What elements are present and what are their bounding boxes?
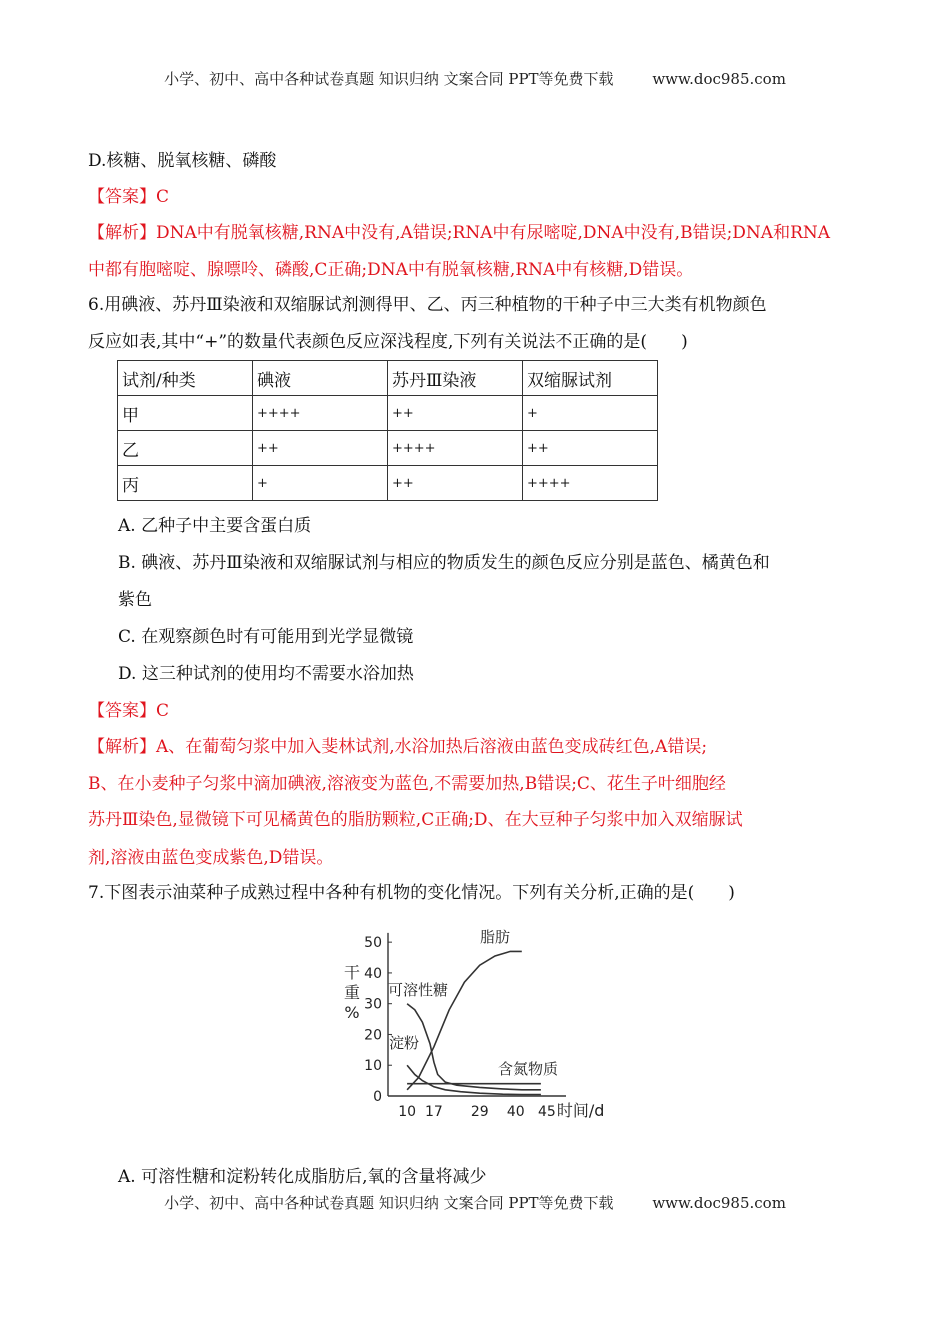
table-header: 试剂/种类 (118, 361, 253, 396)
y-tick-label: 40 (364, 965, 382, 982)
q6-option-b-line-1: B. 碘液、苏丹Ⅲ染液和双缩脲试剂与相应的物质发生的颜色反应分别是蓝色、橘黄色和 (118, 553, 770, 573)
x-tick-label: 29 (470, 1104, 489, 1120)
table-row (118, 431, 658, 466)
table-cell: + (523, 396, 658, 431)
table-cell: + (253, 466, 388, 501)
q7-stem: 7.下图表示油菜种子成熟过程中各种有机物的变化情况。下列有关分析,正确的是( ) (88, 883, 735, 903)
table-cell: ++++ (388, 431, 523, 466)
header-text: 小学、初中、高中各种试卷真题 知识归纳 文案合同 PPT等免费下载 (164, 70, 614, 88)
table-cell: ++++ (523, 466, 658, 501)
y-tick-label: 0 (373, 1089, 382, 1105)
y-tick-label: 30 (364, 996, 382, 1013)
q5-answer: 【答案】C (88, 187, 170, 207)
label-fat: 脂肪 (480, 928, 511, 946)
q6-analysis-tag: 【解析】 (88, 737, 156, 757)
page-header (0, 68, 950, 89)
q6-analysis-text-1: A、在葡萄匀浆中加入斐林试剂,水浴加热后溶液由蓝色变成砖红色,A错误; (156, 737, 708, 757)
footer-text: 小学、初中、高中各种试卷真题 知识归纳 文案合同 PPT等免费下载 (164, 1194, 614, 1212)
q6-analysis-line-4: 剂,溶液由蓝色变成紫色,D错误。 (88, 848, 334, 868)
q6-option-d: D. 这三种试剂的使用均不需要水浴加热 (118, 664, 414, 684)
q6-answer: 【答案】C (88, 701, 170, 721)
y-axis-label-char: % (344, 1003, 360, 1022)
table-cell: ++ (523, 431, 658, 466)
q6-analysis-line-2: B、在小麦种子匀浆中滴加碘液,溶液变为蓝色,不需要加热,B错误;C、花生子叶细胞经 (88, 774, 726, 794)
x-tick-label: 10 (398, 1104, 417, 1120)
q5-analysis-tag: 【解析】 (88, 223, 156, 243)
x-tick-label: 45 (537, 1104, 556, 1120)
q6-stem-line-1: 6.用碘液、苏丹Ⅲ染液和双缩脲试剂测得甲、乙、丙三种植物的干种子中三大类有机物颜色 (88, 295, 767, 315)
q6-analysis-line-3: 苏丹Ⅲ染色,显微镜下可见橘黄色的脂肪颗粒,C正确;D、在大豆种子匀浆中加入双缩脲试 (88, 810, 743, 830)
x-tick-label: 40 (506, 1104, 525, 1120)
table-cell: 甲 (118, 396, 253, 431)
header-site: www.doc985.com (652, 70, 786, 88)
table-cell: 乙 (118, 431, 253, 466)
q6-stem-line-2: 反应如表,其中“+”的数量代表颜色反应深浅程度,下列有关说法不正确的是( ) (88, 332, 688, 352)
label-sugar: 可溶性糖 (388, 981, 449, 999)
table-row (118, 466, 658, 501)
table-header-row (118, 361, 658, 396)
table-cell: ++++ (253, 396, 388, 431)
q7-option-a: A. 可溶性糖和淀粉转化成脂肪后,氧的含量将减少 (118, 1167, 487, 1187)
y-tick-label: 10 (364, 1058, 382, 1075)
table-cell: ++ (388, 466, 523, 501)
table-header: 苏丹Ⅲ染液 (388, 361, 523, 396)
y-tick-label: 50 (364, 935, 382, 952)
y-axis-label-char: 重 (343, 983, 361, 1002)
table-header: 双缩脲试剂 (523, 361, 658, 396)
table-header: 碘液 (253, 361, 388, 396)
q6-analysis-line-1 (88, 732, 707, 757)
q6-option-c: C. 在观察颜色时有可能用到光学显微镜 (118, 627, 414, 647)
reagent-table (117, 360, 658, 501)
table-cell: ++ (388, 396, 523, 431)
y-axis-label-char: 干 (343, 963, 361, 982)
q5-analysis-text-1: DNA中有脱氧核糖,RNA中没有,A错误;RNA中有尿嘧啶,DNA中没有,B错误;DNA和RNA (156, 223, 831, 243)
table-row (118, 396, 658, 431)
table-cell: ++ (253, 431, 388, 466)
footer-site: www.doc985.com (652, 1194, 786, 1212)
organic-matter-chart (330, 918, 630, 1123)
q6-option-a: A. 乙种子中主要含蛋白质 (118, 516, 312, 536)
q6-option-b-line-2: 紫色 (118, 590, 152, 610)
q5-analysis-line-2: 中都有胞嘧啶、腺嘌呤、磷酸,C正确;DNA中有脱氧核糖,RNA中有核糖,D错误。 (88, 260, 694, 280)
table-cell: 丙 (118, 466, 253, 501)
label-nitrogen: 含氮物质 (498, 1060, 559, 1078)
x-axis-label: 时间/d (556, 1101, 605, 1120)
q5-option-d: D.核糖、脱氧核糖、磷酸 (88, 151, 277, 171)
x-tick-label: 17 (424, 1104, 443, 1120)
label-starch: 淀粉 (389, 1034, 420, 1052)
y-tick-label: 20 (364, 1027, 382, 1044)
page-footer (0, 1192, 950, 1213)
q5-analysis-line-1 (88, 218, 830, 243)
